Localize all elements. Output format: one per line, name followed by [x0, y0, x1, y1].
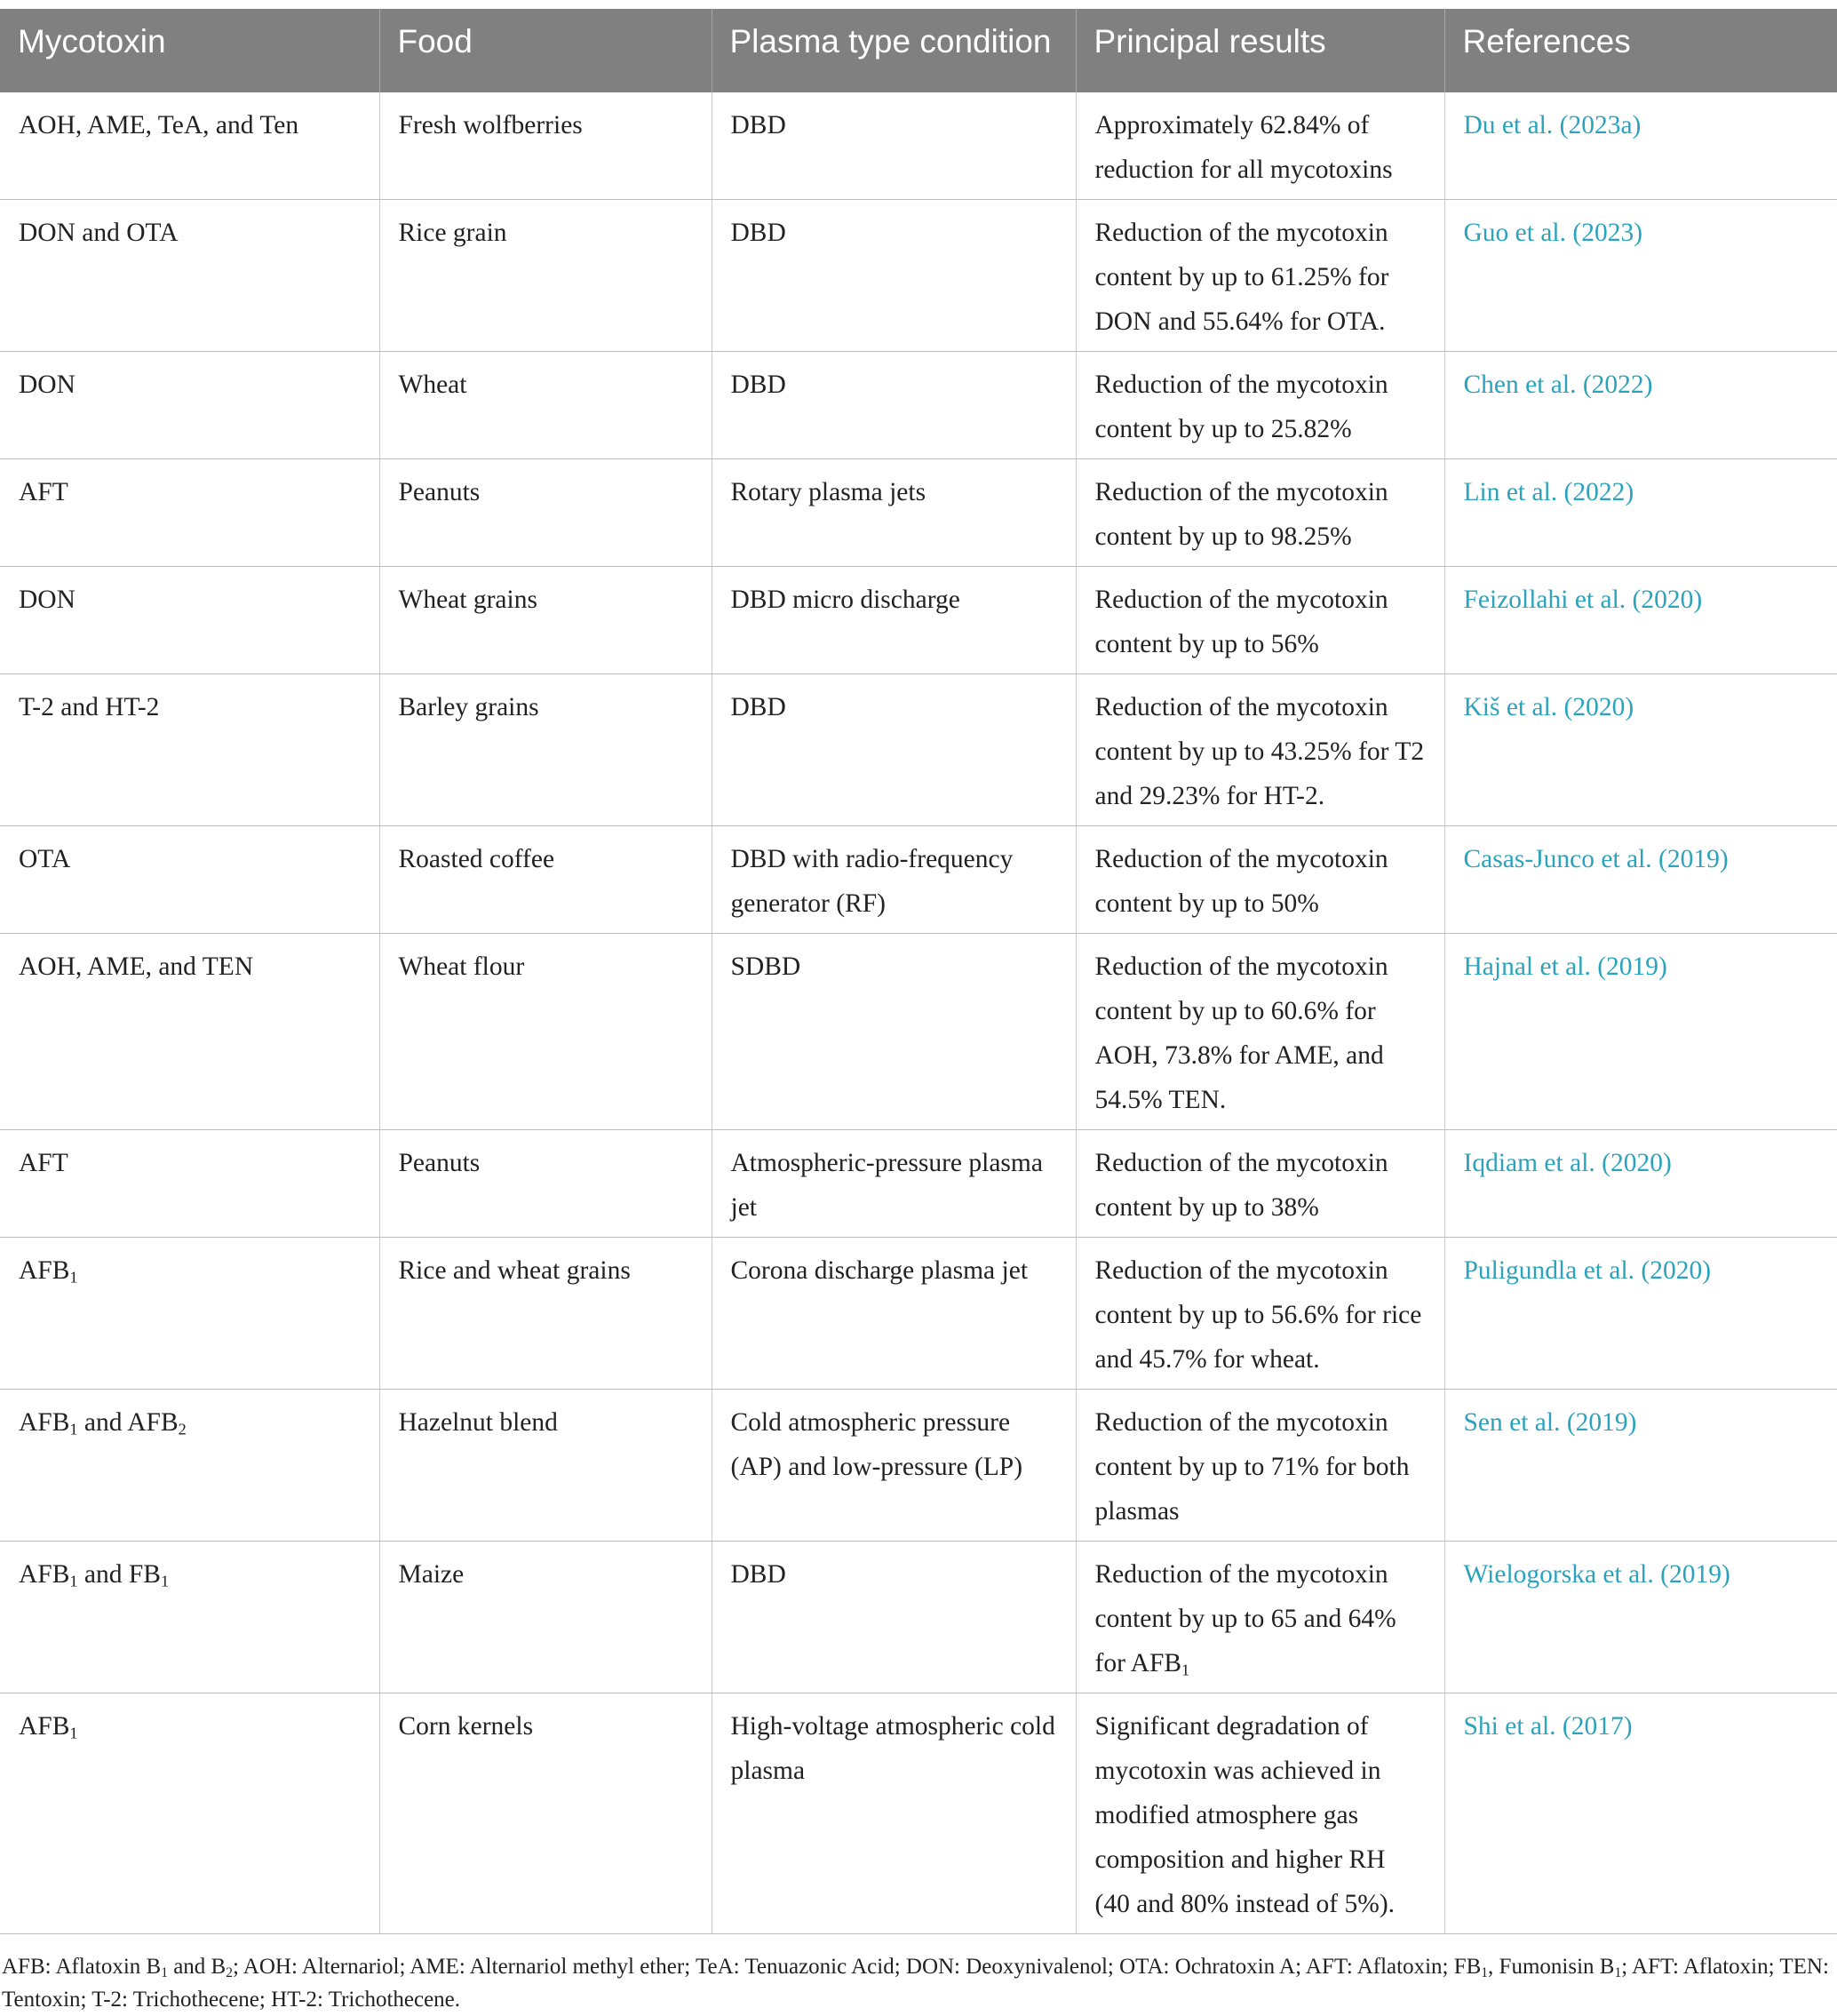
food-cell: Wheat [379, 352, 712, 459]
results-cell: Reduction of the mycotoxin content by up to 71% for both plasmas [1076, 1390, 1444, 1542]
results-cell: Approximately 62.84% of reduction for all mycotoxins [1076, 92, 1444, 200]
food-cell: Peanuts [379, 459, 712, 567]
mycotoxin-cell: OTA [0, 826, 379, 934]
header-references: References [1444, 9, 1837, 92]
subscript: 2 [178, 1420, 187, 1438]
plasma-cell: DBD [712, 92, 1076, 200]
plasma-cell: SDBD [712, 934, 1076, 1130]
results-cell: Reduction of the mycotoxin content by up to 65 and 64% for $AFB_1$ [1076, 1542, 1444, 1693]
plasma-cell: Atmospheric-pressure plasma jet [712, 1130, 1076, 1238]
results-cell: Reduction of the mycotoxin content by up to 56.6% for rice and 45.7% for wheat. [1076, 1238, 1444, 1390]
results-cell: Reduction of the mycotoxin content by up to 43.25% for T2 and 29.23% for HT-2. [1076, 674, 1444, 826]
table-row [0, 826, 1837, 934]
table-row [0, 674, 1837, 826]
plasma-cell: DBD [712, 1542, 1076, 1693]
reference-link[interactable]: Du et al. (2023a) [1444, 92, 1837, 200]
results-cell: Reduction of the mycotoxin content by up to 98.25% [1076, 459, 1444, 567]
plasma-cell: DBD [712, 674, 1076, 826]
food-cell: Barley grains [379, 674, 712, 826]
mycotoxin-cell: $AFB_1$ [0, 1693, 379, 1934]
header-mycotoxin: Mycotoxin [0, 9, 379, 92]
reference-link[interactable]: Hajnal et al. (2019) [1444, 934, 1837, 1130]
results-cell: Reduction of the mycotoxin content by up to 50% [1076, 826, 1444, 934]
reference-link[interactable]: Lin et al. (2022) [1444, 459, 1837, 567]
mycotoxin-cell: $AFB_1$ and $AFB_2$ [0, 1390, 379, 1542]
reference-link[interactable]: Shi et al. (2017) [1444, 1693, 1837, 1934]
table-row [0, 459, 1837, 567]
food-cell: Fresh wolfberries [379, 92, 712, 200]
plasma-cell: DBD with radio-frequency generator (RF) [712, 826, 1076, 934]
results-cell: Significant degradation of mycotoxin was achieved in modified atmosphere gas composition and higher RH (40 and 80% instead of 5%). [1076, 1693, 1444, 1934]
header-plasma-type: Plasma type condition [712, 9, 1076, 92]
mycotoxin-cell: AFT [0, 459, 379, 567]
header-food: Food [379, 9, 712, 92]
plasma-cell: DBD micro discharge [712, 567, 1076, 674]
food-cell: Wheat flour [379, 934, 712, 1130]
plasma-cell: Corona discharge plasma jet [712, 1238, 1076, 1390]
food-cell: Hazelnut blend [379, 1390, 712, 1542]
mycotoxin-cell: AOH, AME, TeA, and Ten [0, 92, 379, 200]
table-row [0, 567, 1837, 674]
food-cell: Rice grain [379, 200, 712, 352]
subscript: 1 [69, 1724, 78, 1742]
subscript: 1 [69, 1420, 78, 1438]
subscript: 2 [226, 1964, 233, 1980]
plasma-cell: Rotary plasma jets [712, 459, 1076, 567]
reference-link[interactable]: Casas-Junco et al. (2019) [1444, 826, 1837, 934]
results-cell: Reduction of the mycotoxin content by up to 25.82% [1076, 352, 1444, 459]
header-principal-results: Principal results [1076, 9, 1444, 92]
results-cell: Reduction of the mycotoxin content by up to 60.6% for AOH, 73.8% for AME, and 54.5% TEN. [1076, 934, 1444, 1130]
mycotoxin-cell: AOH, AME, and TEN [0, 934, 379, 1130]
results-cell: Reduction of the mycotoxin content by up to 56% [1076, 567, 1444, 674]
reference-link[interactable]: Kiš et al. (2020) [1444, 674, 1837, 826]
mycotoxin-cell: AFT [0, 1130, 379, 1238]
reference-link[interactable]: Guo et al. (2023) [1444, 200, 1837, 352]
subscript: 1 [69, 1572, 78, 1590]
plasma-cell: Cold atmospheric pressure (AP) and low-pressure (LP) [712, 1390, 1076, 1542]
food-cell: Corn kernels [379, 1693, 712, 1934]
table-row [0, 1130, 1837, 1238]
subscript: 1 [1614, 1964, 1622, 1980]
food-cell: Rice and wheat grains [379, 1238, 712, 1390]
results-cell: Reduction of the mycotoxin content by up to 61.25% for DON and 55.64% for OTA. [1076, 200, 1444, 352]
header-row [0, 9, 1837, 92]
plasma-cell: DBD [712, 200, 1076, 352]
table-row [0, 92, 1837, 200]
food-cell: Roasted coffee [379, 826, 712, 934]
reference-link[interactable]: Chen et al. (2022) [1444, 352, 1837, 459]
reference-link[interactable]: Wielogorska et al. (2019) [1444, 1542, 1837, 1693]
table-footnote: AFB: Aflatoxin $B_1$ and $B_2$; AOH: Alternariol; AME: Alternariol methyl ether; TeA: Tenuazonic Acid; DON: Deoxynivalenol; OTA: Ochratoxin A; AFT: Aflatoxin; $FB_1$, Fumonisin $B_1$; AFT: Aflatoxin; TEN: Tentoxin; T-2: Trichothecene; HT-2: Trichothecene. [2, 1955, 1829, 2012]
subscript: 1 [161, 1964, 168, 1980]
reference-link[interactable]: Puligundla et al. (2020) [1444, 1238, 1837, 1390]
food-cell: Wheat grains [379, 567, 712, 674]
plasma-cell: High-voltage atmospheric cold plasma [712, 1693, 1076, 1934]
mycotoxin-cell: $AFB_1$ [0, 1238, 379, 1390]
mycotoxin-table [0, 9, 1837, 1934]
table-row [0, 1693, 1837, 1934]
table-row [0, 200, 1837, 352]
table-row [0, 352, 1837, 459]
reference-link[interactable]: Iqdiam et al. (2020) [1444, 1130, 1837, 1238]
reference-link[interactable]: Sen et al. (2019) [1444, 1390, 1837, 1542]
subscript: 1 [1481, 1964, 1489, 1980]
food-cell: Peanuts [379, 1130, 712, 1238]
document [0, 9, 1837, 2016]
subscript: 1 [1181, 1661, 1190, 1679]
food-cell: Maize [379, 1542, 712, 1693]
table-row [0, 1238, 1837, 1390]
subscript: 1 [69, 1268, 78, 1287]
plasma-cell: DBD [712, 352, 1076, 459]
table-row [0, 1542, 1837, 1693]
table-row [0, 934, 1837, 1130]
table-body [0, 92, 1837, 1934]
table-header [0, 9, 1837, 92]
mycotoxin-cell: DON [0, 567, 379, 674]
subscript: 1 [160, 1572, 170, 1590]
results-cell: Reduction of the mycotoxin content by up to 38% [1076, 1130, 1444, 1238]
mycotoxin-cell: $AFB_1$ and $FB_1$ [0, 1542, 379, 1693]
mycotoxin-cell: T-2 and HT-2 [0, 674, 379, 826]
reference-link[interactable]: Feizollahi et al. (2020) [1444, 567, 1837, 674]
mycotoxin-cell: DON [0, 352, 379, 459]
mycotoxin-cell: DON and OTA [0, 200, 379, 352]
table-row [0, 1390, 1837, 1542]
